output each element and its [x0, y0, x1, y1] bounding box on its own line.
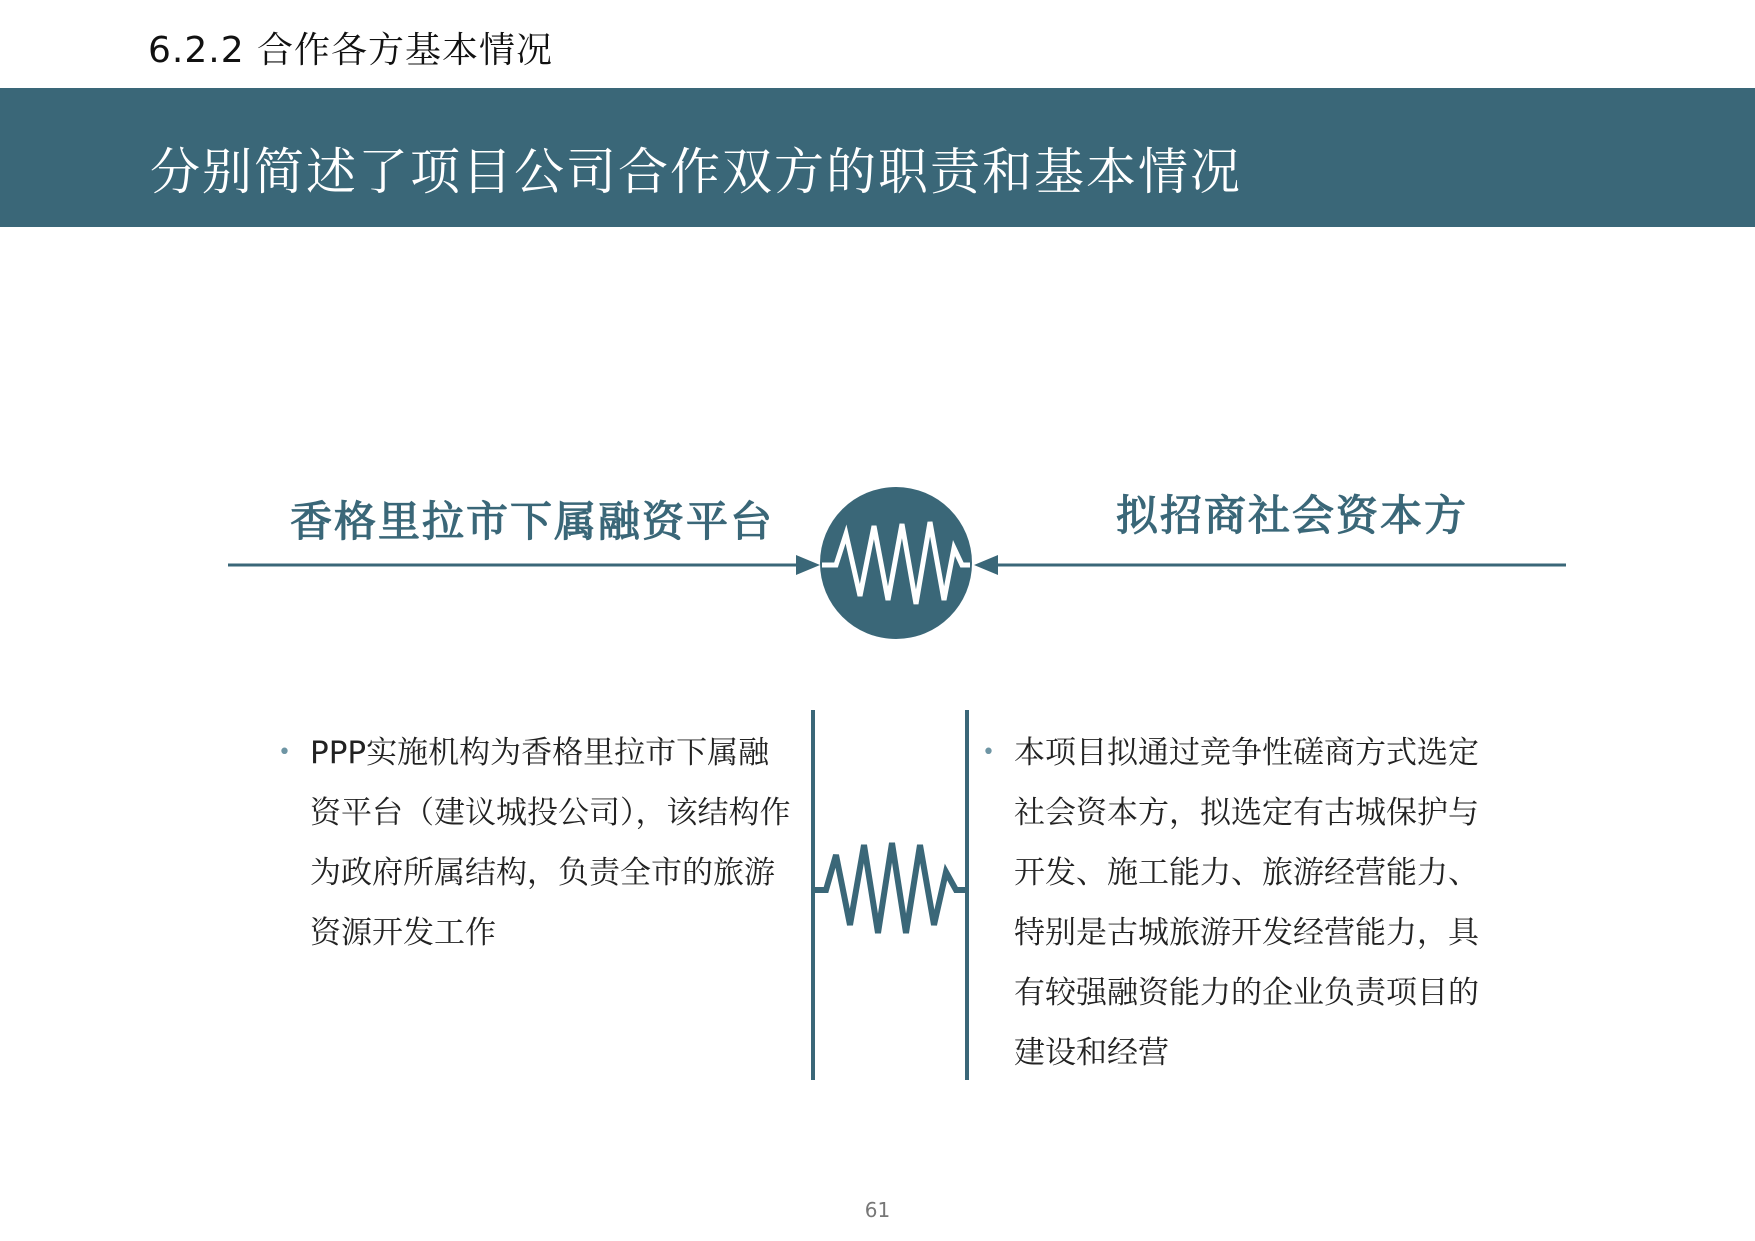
- left-party-bullets: [278, 723, 798, 963]
- left-party-title: 香格里拉市下属融资平台: [290, 497, 775, 546]
- page-number: 61: [864, 1198, 891, 1222]
- right-party-bullets: [982, 723, 1482, 1083]
- right-arrow-icon: [796, 555, 820, 575]
- zigzag-wave-icon: [815, 843, 965, 933]
- right-party-title: 拟招商社会资本方: [1116, 491, 1469, 540]
- banner-title: 分别简述了项目公司合作双方的职责和基本情况: [150, 143, 1242, 201]
- left-party-bullet: • PPP实施机构为香格里拉市下属融资平台（建议城投公司），该结构作为政府所属结构，负责全市的旅游资源开发工作: [278, 723, 798, 963]
- section-heading: 6.2.2 合作各方基本情况: [148, 30, 554, 71]
- left-arrow-icon: [974, 555, 998, 575]
- right-party-bullet: • 本项目拟通过竞争性磋商方式选定社会资本方，拟选定有古城保护与开发、施工能力、旅游经营能力、特别是古城旅游开发经营能力，具有较强融资能力的企业负责项目的建设和经营: [982, 723, 1482, 1083]
